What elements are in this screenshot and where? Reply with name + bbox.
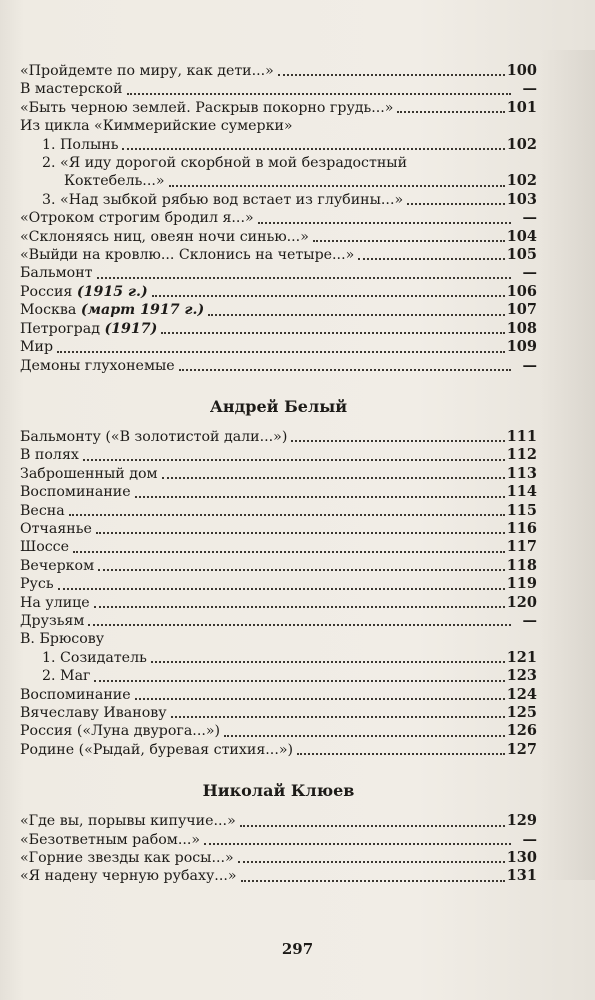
toc-entry-date: (1917): [104, 320, 158, 337]
dot-leader: [278, 74, 505, 76]
toc-entry-title: Друзьям: [20, 612, 85, 629]
toc-entry-title: «Склоняясь ниц, овеян ночи синью...»: [20, 228, 309, 245]
toc-entry: [20, 831, 537, 849]
toc-entry-title: В. Брюсову: [20, 631, 105, 648]
toc-entry: [20, 246, 537, 264]
author-heading-bely: Андрей Белый: [209, 396, 348, 416]
toc-entry-title: 1. Полынь: [42, 136, 119, 153]
toc-entry-title: В полях: [20, 447, 79, 464]
dot-leader: [73, 551, 505, 553]
toc-entry-title: «Безответным рабом...»: [20, 831, 201, 848]
toc-entry-title: Демоны глухонемые: [20, 357, 175, 374]
toc-entry-title: Коктебель...»: [64, 173, 165, 190]
dot-leader: [169, 185, 505, 187]
toc-entry-page: 118: [506, 556, 537, 574]
dot-leader: [151, 661, 505, 663]
dot-leader: [407, 203, 505, 205]
dot-leader: [358, 258, 504, 260]
toc-entry: [20, 283, 537, 301]
toc-entry-title: «Где вы, порывы кипучие...»: [20, 813, 236, 830]
toc-entry-page: 107: [506, 301, 537, 319]
toc-entry: [20, 722, 537, 740]
toc-entry-title: Заброшенный дом: [20, 465, 158, 482]
toc-entry: [20, 520, 537, 538]
dot-leader: [135, 496, 505, 498]
toc-entry: [20, 649, 537, 667]
toc-entry-page: 120: [506, 593, 537, 611]
dot-leader: [162, 477, 505, 479]
dot-leader: [94, 606, 505, 608]
toc-entry: [20, 575, 537, 593]
dot-leader: [57, 351, 505, 353]
dot-leader: [179, 369, 511, 371]
dot-leader: [313, 240, 505, 242]
toc-entry-page: 105: [506, 246, 537, 264]
page-number: 297: [281, 940, 314, 958]
toc-entry: [20, 465, 537, 483]
toc-entry-page: 117: [506, 538, 537, 556]
toc-entry-page: 121: [506, 648, 537, 666]
toc-entry: [20, 630, 537, 648]
toc-entry-title: Отчаянье: [20, 520, 92, 537]
toc-entry-title: Воспоминание: [20, 686, 131, 703]
toc-entry-page: —: [522, 356, 537, 374]
toc-entry-title: Русь: [20, 576, 54, 593]
dot-leader: [122, 148, 504, 150]
dot-leader: [397, 111, 504, 113]
toc-entry-title: Петроград: [20, 320, 100, 337]
dot-leader: [297, 753, 505, 755]
toc-entry-title: «Пройдемте по миру, как дети...»: [20, 63, 274, 79]
toc-entry: [20, 228, 537, 246]
toc-entry-title: Россия («Луна двурога...»): [20, 723, 221, 740]
toc-entry: [20, 849, 537, 867]
toc-entry-title: Родине («Рыдай, буревая стихия...»): [20, 741, 294, 758]
dot-leader: [58, 588, 505, 590]
dot-leader: [240, 825, 505, 827]
toc-entry: [20, 704, 537, 722]
toc-section-bely: [20, 428, 537, 759]
toc-entry-page: 103: [506, 190, 537, 208]
dot-leader: [127, 93, 511, 95]
dot-leader: [238, 861, 505, 863]
toc-entry-title: Весна: [20, 502, 65, 519]
toc-entry-page: —: [522, 611, 537, 629]
toc-entry-page: 108: [506, 319, 537, 337]
dot-leader: [161, 332, 504, 334]
dot-leader: [96, 532, 505, 534]
toc-entry: [20, 154, 537, 172]
toc-entry-title: Бальмонту («В золотистой дали...»): [20, 428, 288, 445]
author-heading-klyuev: Николай Клюев: [202, 781, 355, 801]
toc-entry-title: «Я надену черную рубаху...»: [20, 868, 237, 885]
toc-entry-page: 100: [506, 62, 537, 79]
toc-entry-page: 102: [506, 135, 537, 153]
toc-entry-date: (март 1917 г.): [80, 302, 205, 319]
toc-entry-title: 3. «Над зыбкой рябью вод встает из глубины...»: [42, 191, 404, 208]
toc-entry: [20, 80, 537, 98]
toc-entry-title: Шоссе: [20, 539, 70, 556]
toc-entry: [20, 741, 537, 759]
toc-entry: [20, 502, 537, 520]
toc-entry-title: «Горние звезды как росы...»: [20, 850, 234, 867]
toc-entry-page: 102: [506, 172, 537, 190]
table-of-contents: [20, 62, 537, 886]
toc-entry-page: 106: [506, 282, 537, 300]
toc-entry: [20, 428, 537, 446]
toc-entry-page: —: [522, 209, 537, 227]
toc-entry-page: 116: [506, 519, 537, 537]
toc-entry: [20, 483, 537, 501]
toc-entry: [20, 62, 537, 80]
toc-entry-page: 127: [506, 740, 537, 758]
dot-leader: [291, 440, 504, 442]
toc-entry: [20, 301, 537, 319]
toc-entry-page: 119: [506, 575, 537, 593]
toc-entry-page: 101: [506, 98, 537, 116]
toc-entry-page: 115: [506, 501, 537, 519]
toc-entry-page: —: [522, 830, 537, 848]
toc-entry-page: 124: [506, 685, 537, 703]
toc-entry: [20, 538, 537, 556]
toc-entry-page: 131: [506, 867, 537, 885]
dot-leader: [258, 222, 511, 224]
toc-entry-page: 130: [506, 849, 537, 867]
toc-entry: [20, 867, 537, 885]
toc-entry-page: —: [522, 264, 537, 282]
dot-leader: [171, 716, 505, 718]
toc-entry: [20, 612, 537, 630]
dot-leader: [69, 514, 505, 516]
toc-entry: [20, 594, 537, 612]
toc-entry-title: Воспоминание: [20, 484, 131, 501]
toc-entry-title: Из цикла «Киммерийские сумерки»: [20, 118, 293, 135]
toc-entry: [20, 812, 537, 830]
dot-leader: [94, 680, 504, 682]
toc-entry-page: 113: [506, 464, 537, 482]
toc-entry-page: 104: [506, 227, 537, 245]
toc-entry: [20, 191, 537, 209]
toc-entry: [20, 99, 537, 117]
toc-entry-title: «Отроком строгим бродил я...»: [20, 210, 254, 227]
toc-entry: [20, 557, 537, 575]
toc-entry-title: Москва: [20, 302, 77, 319]
dot-leader: [208, 314, 505, 316]
toc-entry: [20, 446, 537, 464]
toc-section-voloshin: [20, 62, 537, 375]
toc-entry: [20, 136, 537, 154]
toc-entry-title: Бальмонт: [20, 265, 93, 282]
dot-leader: [97, 277, 511, 279]
toc-entry: [20, 264, 537, 282]
toc-entry-page: 123: [506, 667, 537, 685]
toc-section-klyuev: [20, 812, 537, 886]
toc-entry-title: 1. Созидатель: [42, 649, 147, 666]
toc-entry-title: Вячеславу Иванову: [20, 705, 167, 721]
toc-entry-title: «Выйди на кровлю... Склонись на четыре...»: [20, 247, 355, 264]
toc-entry-page: 126: [506, 722, 537, 740]
toc-entry-page: 109: [506, 338, 537, 356]
dot-leader: [98, 569, 505, 571]
toc-entry: [20, 209, 537, 227]
toc-entry: [20, 172, 537, 190]
toc-entry-title: Россия: [20, 283, 73, 300]
dot-leader: [135, 698, 505, 700]
toc-entry: [20, 686, 537, 704]
toc-entry: [20, 667, 537, 685]
toc-entry-title: «Быть черною землей. Раскрыв покорно грудь...»: [20, 99, 394, 116]
toc-entry: [20, 338, 537, 356]
show-through-shadow: [540, 50, 595, 880]
toc-entry-page: 111: [506, 427, 537, 445]
toc-entry: [20, 357, 537, 375]
dot-leader: [83, 459, 505, 461]
toc-entry-date: (1915 г.): [76, 283, 148, 300]
toc-entry-page: —: [522, 80, 537, 98]
toc-entry: [20, 117, 537, 135]
toc-entry-title: 2. Маг: [42, 668, 91, 685]
toc-entry-page: 129: [506, 812, 537, 830]
toc-entry: [20, 320, 537, 338]
dot-leader: [204, 843, 511, 845]
toc-entry-title: Мир: [20, 339, 54, 356]
toc-entry-title: В мастерской: [20, 81, 123, 98]
toc-entry-page: 114: [506, 483, 537, 501]
toc-entry-title: 2. «Я иду дорогой скорбной в мой безрадостный: [42, 155, 408, 172]
dot-leader: [241, 880, 505, 882]
toc-entry-title: Вечерком: [20, 557, 95, 574]
toc-entry-title: На улице: [20, 594, 90, 611]
dot-leader: [152, 295, 505, 297]
toc-entry-page: 112: [506, 446, 537, 464]
dot-leader: [88, 624, 511, 626]
dot-leader: [224, 735, 505, 737]
toc-entry-page: 125: [506, 704, 537, 721]
